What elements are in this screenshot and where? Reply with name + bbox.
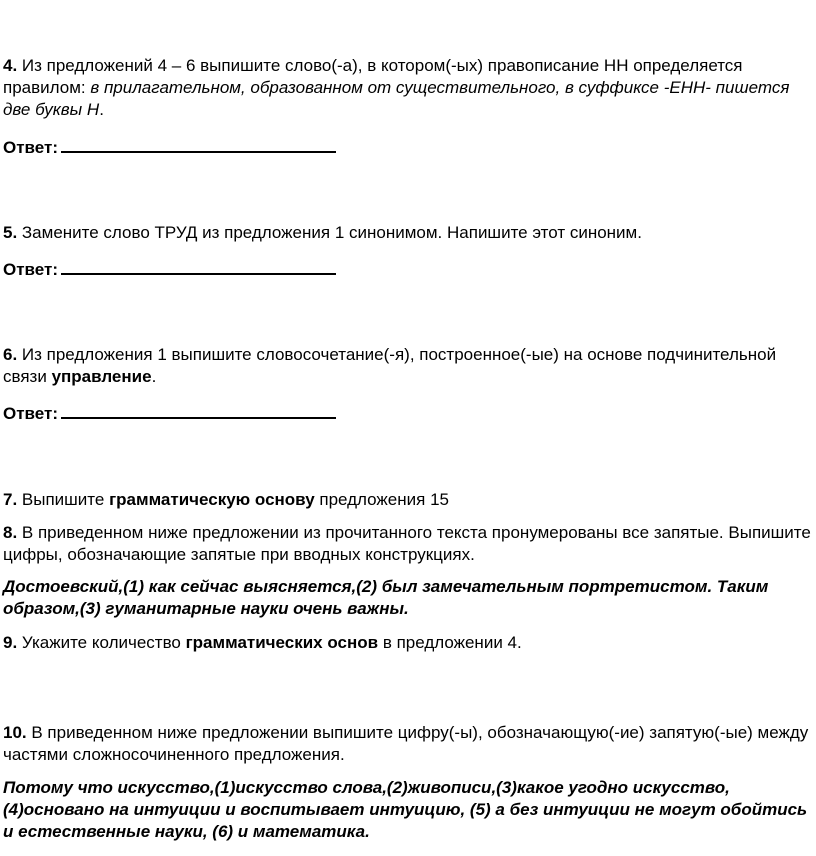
question-text: Укажите количество xyxy=(17,633,186,652)
question-text: Замените слово ТРУД из предложения 1 синонимом. Напишите этот синоним. xyxy=(17,223,642,242)
question-text: В приведенном ниже предложении из прочитанного текста пронумерованы все запятые. Выпишите цифры, обозначающие запятые при вводных конструкциях. xyxy=(3,523,811,564)
question-number: 6. xyxy=(3,345,18,364)
question-10-example: Потому что искусство,(1)искусство слова,(2)живописи,(3)какое угодно искусство,(4)основано на интуиции и воспитывает интуицию, (5) а без интуиции не могут обойтись и естественные науки, (6) и математика. xyxy=(3,778,808,841)
question-10 xyxy=(3,722,813,766)
question-text: Из предложений 4 – 6 выпишите слово(-а), в котором(-ых) правописание НН определяется правилом: xyxy=(3,56,743,97)
question-text: Из предложения 1 выпишите словосочетание(-я), построенное(-ые) на основе подчинительной связи xyxy=(3,345,777,386)
question-number: 8. xyxy=(3,523,18,542)
answer-label: Ответ: xyxy=(3,138,58,157)
question-text: В приведенном ниже предложении выпишите цифру(-ы), обозначающую(-ие) запятую(-ые) между частями сложносочиненного предложения. xyxy=(3,723,809,764)
question-keyword: грамматических основ xyxy=(185,633,379,652)
answer-4 xyxy=(3,133,813,159)
question-text-end: предложения 15 xyxy=(314,490,449,509)
answer-line[interactable] xyxy=(61,255,336,275)
question-keyword: грамматическую основу xyxy=(109,490,315,509)
question-4 xyxy=(3,55,813,121)
answer-5 xyxy=(3,255,813,281)
question-number: 9. xyxy=(3,633,18,652)
question-keyword: управление xyxy=(51,367,152,386)
answer-label: Ответ: xyxy=(3,404,58,423)
spelling-rule: в прилагательном, образованном от существительного, в суффиксе -ЕНН- пишется две буквы Н xyxy=(3,78,790,119)
question-5 xyxy=(3,222,813,244)
question-8-example: Достоевский,(1) как сейчас выясняется,(2) был замечательным портретистом. Таким образом,(3) гуманитарные науки очень важны. xyxy=(3,577,769,618)
question-8 xyxy=(3,522,813,566)
answer-label: Ответ: xyxy=(3,260,58,279)
question-number: 10. xyxy=(3,723,27,742)
question-7 xyxy=(3,489,813,511)
question-9 xyxy=(3,632,813,654)
answer-line[interactable] xyxy=(61,133,336,153)
question-number: 5. xyxy=(3,223,18,242)
question-text-end: в предложении 4. xyxy=(378,633,522,652)
question-end: . xyxy=(151,367,157,386)
question-text: Выпишите xyxy=(17,490,110,509)
question-end: . xyxy=(99,100,104,119)
answer-6 xyxy=(3,399,813,425)
answer-line[interactable] xyxy=(61,399,336,419)
question-number: 4. xyxy=(3,56,18,75)
question-6 xyxy=(3,344,813,388)
question-number: 7. xyxy=(3,490,18,509)
